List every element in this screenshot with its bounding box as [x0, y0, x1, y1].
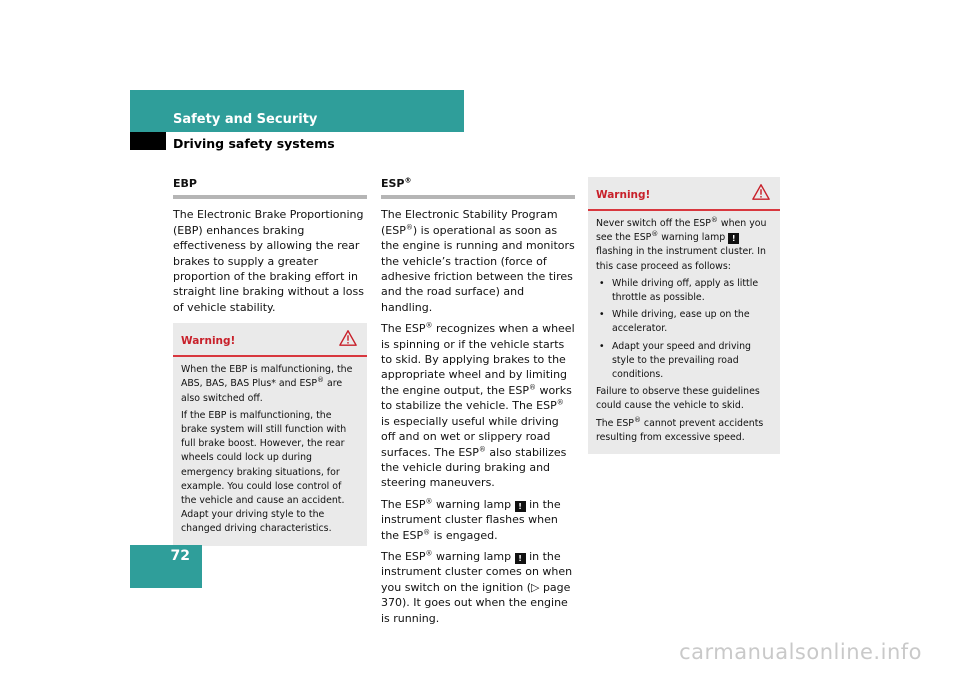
- list-item: • Adapt your speed and driving style to the prevailing road conditions.: [596, 340, 772, 383]
- ebp-warning-text-1: When the EBP is malfunctioning, the ABS, BAS, BAS Plus* and ESP® are also switched off.: [181, 364, 353, 404]
- esp-paragraph-4: The ESP® warning lamp ! in the instrument cluster comes on when you switch on the ignition (▷ page 370). It goes out when the engine is running.: [381, 549, 573, 625]
- esp-heading-rule: [381, 195, 575, 199]
- esp-warning-text-1: Never switch off the ESP® when you see the ESP® warning lamp ! flashing in the instrument cluster. In this case proceed as follows:: [596, 215, 767, 272]
- ebp-warning-title: Warning!: [181, 335, 236, 348]
- esp-warning-header: [588, 177, 780, 211]
- esp-paragraph-3: The ESP® warning lamp ! in the instrument cluster flashes when the ESP® is engaged.: [381, 497, 561, 542]
- ebp-heading: EBP: [173, 177, 197, 190]
- esp-warning-text-3: The ESP® cannot prevent accidents resulting from excessive speed.: [596, 415, 764, 443]
- esp-warning-box: [588, 177, 780, 454]
- esp-heading: ESP®: [381, 176, 412, 190]
- page-number: 72: [170, 548, 190, 564]
- esp-warning-lamp-icon: !: [515, 553, 526, 564]
- watermark: carmanualsonline.info: [679, 640, 922, 664]
- ebp-heading-rule: [173, 195, 367, 199]
- list-item: • While driving, ease up on the accelerator.: [596, 308, 772, 336]
- esp-warning-title: Warning!: [596, 189, 651, 201]
- esp-warning-text-2: Failure to observe these guidelines could cause the vehicle to skid.: [596, 386, 760, 412]
- ebp-warning-header: [173, 323, 367, 357]
- esp-warning-list: [596, 277, 772, 382]
- esp-paragraph-2: The ESP® recognizes when a wheel is spinning or if the vehicle starts to skid. By applying brakes to the appropriate wheel and by limiting the engine output, the ESP® works to stabilize the vehicle. The ESP® is especially useful while driving off and on wet or slippery road surfaces. The ESP® also stabilizes the vehicle during braking and steering maneuvers.: [381, 321, 575, 490]
- warning-triangle-icon: [752, 183, 770, 201]
- esp-warning-lamp-icon: !: [728, 233, 739, 244]
- ebp-warning-box: [173, 323, 367, 545]
- list-item: • While driving off, apply as little throttle as possible.: [596, 277, 772, 305]
- ebp-paragraph: The Electronic Brake Proportioning (EBP) enhances braking effectiveness by allowing the rear brakes to supply a greater proportion of the braking effort in straight line braking without a loss of vehicle stability.: [173, 208, 364, 314]
- esp-warning-lamp-icon: !: [515, 501, 526, 512]
- section-subtitle: Driving safety systems: [173, 136, 335, 151]
- ebp-warning-text-2: If the EBP is malfunctioning, the brake system will still function with full brake boost. However, the rear wheels could lock up during emergency braking situations, for example. You could lose control of the vehicle and cause an accident. Adapt your driving style to the changed driving characteristics.: [181, 409, 347, 535]
- ebp-column: [173, 176, 367, 546]
- warning-triangle-icon: [339, 329, 357, 347]
- header-tab: [130, 132, 166, 150]
- esp-paragraph-1: The Electronic Stability Program (ESP®) is operational as soon as the engine is running and monitors the vehicle’s traction (force of adhesive friction between the tires and the road surface) and handling.: [381, 208, 575, 314]
- esp-column: [381, 176, 575, 632]
- ebp-warning-body: [173, 357, 367, 545]
- section-title: Safety and Security: [173, 112, 318, 127]
- esp-warning-body: [588, 211, 780, 454]
